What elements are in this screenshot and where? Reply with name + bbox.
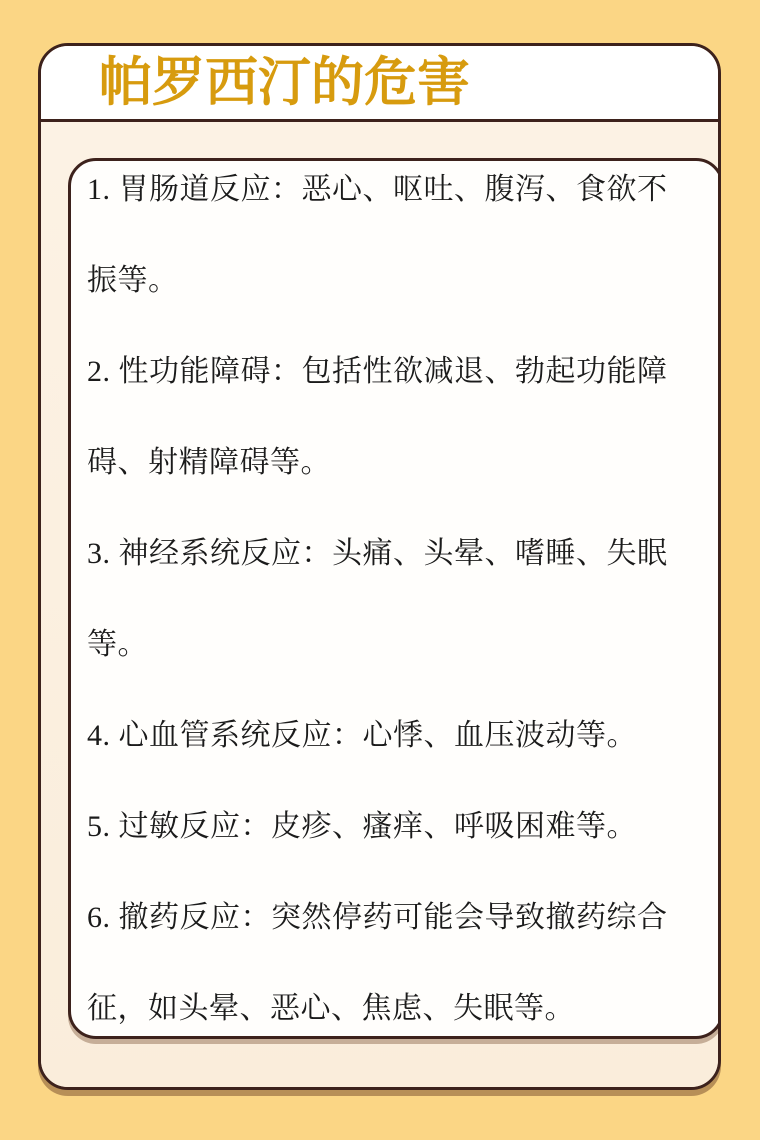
list-item-line: 4. 心血管系统反应：心悸、血压波动等。 bbox=[87, 719, 637, 752]
list-item-line: 5. 过敏反应：皮疹、瘙痒、呼吸困难等。 bbox=[87, 810, 637, 843]
list-item bbox=[87, 508, 705, 690]
page-title: 帕罗西汀的危害 bbox=[99, 53, 470, 112]
list-item bbox=[87, 781, 705, 872]
list-item-line: 1. 胃肠道反应：恶心、呕吐、腹泻、食欲不 bbox=[87, 173, 668, 206]
list-items bbox=[87, 158, 705, 1039]
list-item bbox=[87, 872, 705, 1039]
side-effects-list bbox=[68, 158, 721, 1039]
list-item bbox=[87, 326, 705, 508]
card-body bbox=[41, 122, 718, 1087]
list-item-line: 6. 撤药反应：突然停药可能会导致撤药综合 bbox=[87, 901, 668, 934]
list-item bbox=[87, 690, 705, 781]
list-item-line: 2. 性功能障碍：包括性欲减退、勃起功能障 bbox=[87, 355, 668, 388]
list-item-line: 等。 bbox=[87, 628, 148, 661]
info-card bbox=[38, 43, 721, 1090]
list-item-line: 3. 神经系统反应：头痛、头晕、嗜睡、失眠 bbox=[87, 537, 668, 570]
list-item bbox=[87, 158, 705, 326]
list-item-line: 征，如头晕、恶心、焦虑、失眠等。 bbox=[87, 992, 575, 1025]
list-item-line: 振等。 bbox=[87, 264, 179, 297]
card-header bbox=[41, 46, 718, 122]
list-item-line: 碍、射精障碍等。 bbox=[87, 446, 331, 479]
